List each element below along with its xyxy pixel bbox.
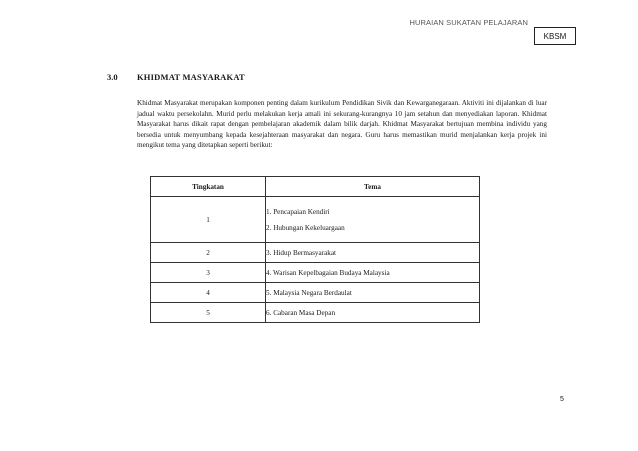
- header-title: HURAIAN SUKATAN PELAJARAN: [409, 18, 528, 27]
- tingkatan-cell: 2: [151, 243, 266, 263]
- section-title: KHIDMAT MASYARAKAT: [137, 72, 245, 82]
- section-paragraph: Khidmat Masyarakat merupakan komponen penting dalam kurikulum Pendidikan Sivik dan Kewarganegaraan. Aktiviti ini dijalankan di luar jadual waktu persekolahn. Murid perlu melakukan kerja amali ini sekurang-kurangnya 10 jam setahun dan menyediakan laporan. Khidmat Masyarakat harus dikait rapat dengan pembelajaran akademik dalam bilik darjah. Khidmat Masyarakat bertujuan membina individu yang bersedia untuk menyumbang kepada kesejahteraan masyarakat dan negara. Guru harus memastikan murid menjalankan kerja projek ini mengikut tema yang ditetapkan seperti berikut:: [137, 99, 547, 149]
- table-row: [151, 303, 480, 323]
- tema-cell: [266, 197, 480, 243]
- table-header-row: [151, 177, 480, 197]
- tingkatan-cell: 5: [151, 303, 266, 323]
- tema-item: 5. Malaysia Negara Berdaulat: [266, 283, 480, 303]
- tema-item: 3. Hidup Bermasyarakat: [266, 243, 480, 263]
- tema-table: [150, 176, 480, 323]
- section-number: 3.0: [107, 72, 118, 82]
- tema-item: 2. Hubungan Kekeluargaan: [266, 223, 345, 232]
- tema-item: 6. Cabaran Masa Depan: [266, 303, 480, 323]
- table-row: [151, 243, 480, 263]
- header-tema: Tema: [266, 177, 480, 197]
- tingkatan-cell: 3: [151, 263, 266, 283]
- kbsm-badge: KBSM: [534, 27, 576, 45]
- tingkatan-cell: 1: [151, 197, 266, 243]
- tema-item: 4. Warisan Kepelbagaian Budaya Malaysia: [266, 263, 480, 283]
- header-tingkatan: Tingkatan: [151, 177, 266, 197]
- table-row: [151, 283, 480, 303]
- tingkatan-cell: 4: [151, 283, 266, 303]
- table-row: [151, 263, 480, 283]
- table-row: [151, 197, 480, 243]
- page-number: 5: [560, 396, 564, 403]
- tema-item: 1. Pencapaian Kendiri: [266, 207, 330, 216]
